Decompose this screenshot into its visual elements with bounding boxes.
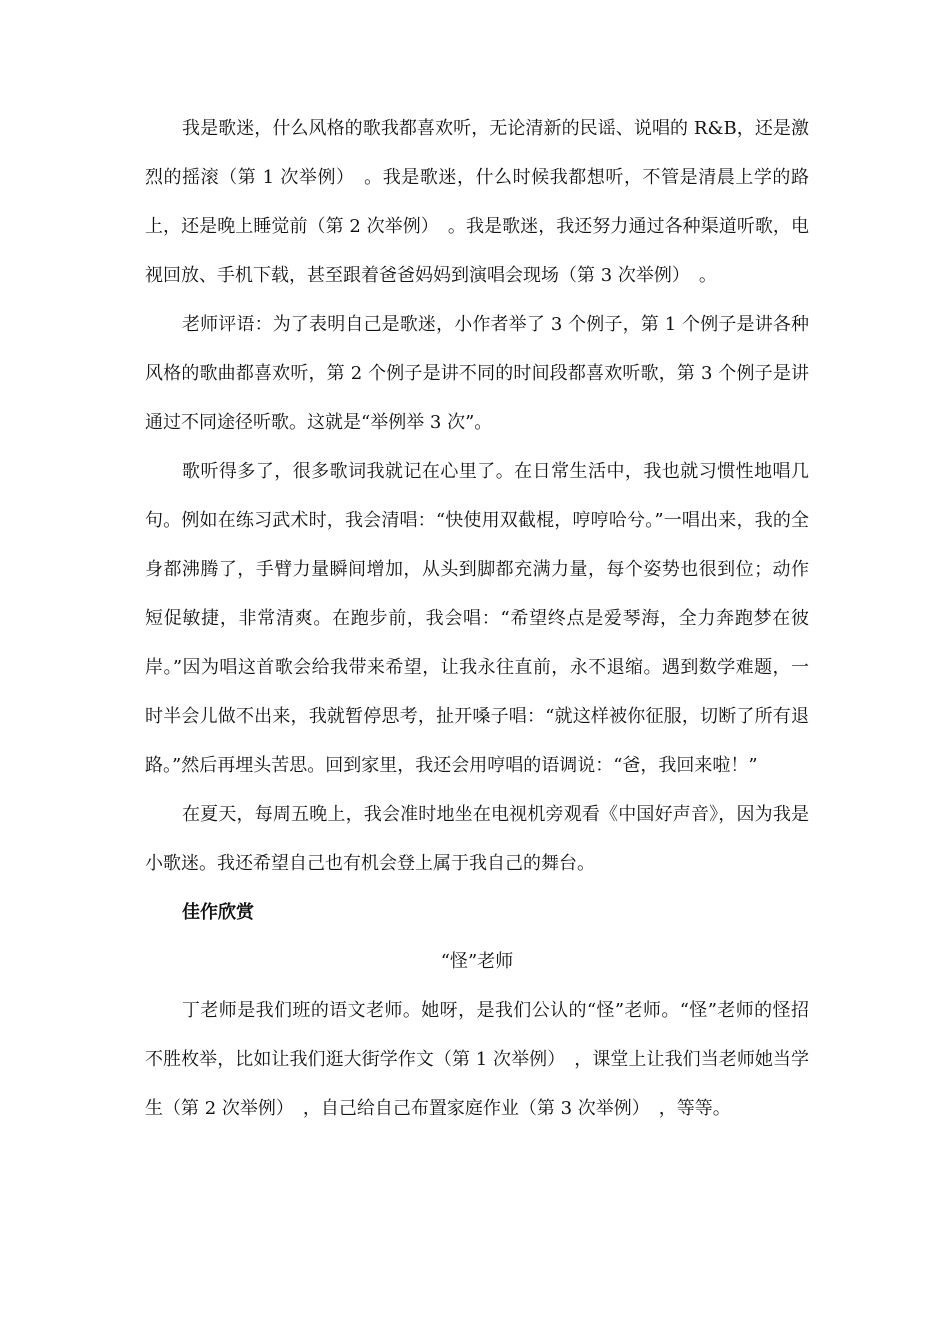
paragraph-singing-lyrics: 歌听得多了，很多歌词我就记在心里了。在日常生活中，我也就习惯性地唱几句。例如在练习武术时，我会清唱：“快使用双截棍，哼哼哈兮。”一唱出来，我的全身都沸腾了，手臂力量瞬间增加，从头到脚都充满力量，每个姿势也很到位；动作短促敏捷，非常清爽。在跑步前，我会唱：“希望终点是爱琴海，全力奔跑梦在彼岸。”因为唱这首歌会给我带来希望，让我永往直前，永不退缩。遇到数学难题，一时半会儿做不出来，我就暂停思考，扯开嗓子唱：“就这样被你征服，切断了所有退路。”然后再埋头苦思。回到家里，我还会用哼唱的语调说：“爸，我回来啦！” bbox=[145, 461, 809, 776]
paragraph-essay-intro: 丁老师是我们班的语文老师。她呀，是我们公认的“怪”老师。“怪”老师的怪招不胜枚举，比如让我们逛大街学作文（第 1 次举例） ，课堂上让我们当老师她当学生（第 2 次举例） ，自己给自己布置家庭作业（第 3 次举例） ，等等。 bbox=[145, 1000, 809, 1119]
paragraph-summer-tv: 在夏天，每周五晚上，我会准时地坐在电视机旁观看《中国好声音》，因为我是小歌迷。我还希望自己也有机会登上属于我自己的舞台。 bbox=[145, 804, 809, 874]
section-heading: 佳作欣赏 bbox=[182, 902, 254, 923]
paragraph-song-fan: 我是歌迷，什么风格的歌我都喜欢听，无论清新的民谣、说唱的 R&B，还是激烈的摇滚（第 1 次举例） 。我是歌迷，什么时候我都想听，不管是清晨上学的路上，还是晚上睡觉前（第 2 次举例） 。我是歌迷，我还努力通过各种渠道听歌，电视回放、手机下载，甚至跟着爸爸妈妈到演唱会现场（第 3 次举例） 。 bbox=[145, 118, 809, 286]
paragraph-teacher-comment: 老师评语：为了表明自己是歌迷，小作者举了 3 个例子，第 1 个例子是讲各种风格的歌曲都喜欢听，第 2 个例子是讲不同的时间段都喜欢听歌，第 3 个例子是讲通过不同途径听歌。这就是“举例举 3 次”。 bbox=[145, 314, 809, 433]
essay-title: “怪”老师 bbox=[440, 951, 514, 972]
document-body bbox=[145, 104, 809, 1133]
